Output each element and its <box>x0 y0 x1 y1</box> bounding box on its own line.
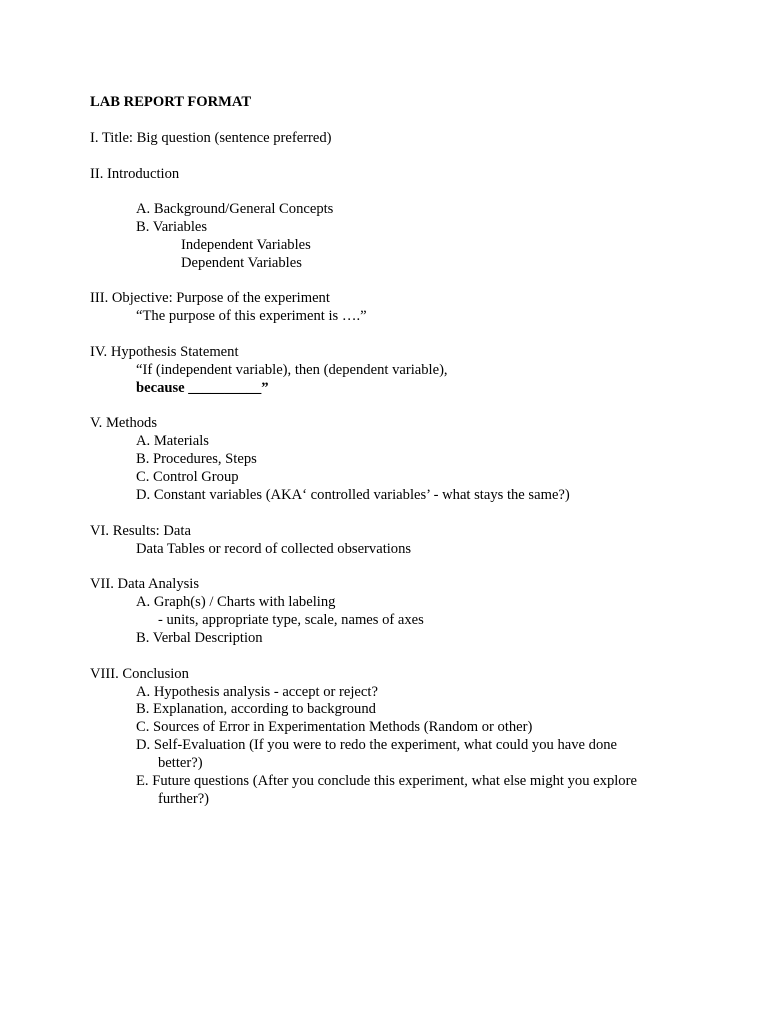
methods-item-constant-variables: D. Constant variables (AKA‘ controlled variables’ - what stays the same?) <box>136 487 570 503</box>
conclusion-item-hypothesis: A. Hypothesis analysis - accept or reject? <box>136 684 378 700</box>
conclusion-item-self-evaluation: D. Self-Evaluation (If you were to redo the experiment, what could you have done <box>136 737 618 753</box>
conclusion-item-self-evaluation-cont: better?) <box>158 755 203 771</box>
analysis-item-graphs-sub: - units, appropriate type, scale, names of axes <box>158 612 424 628</box>
section-objective-heading: III. Objective: Purpose of the experiment <box>90 290 330 306</box>
variables-dependent: Dependent Variables <box>181 255 302 271</box>
methods-item-control-group: C. Control Group <box>136 469 239 485</box>
introduction-item-background: A. Background/General Concepts <box>136 201 334 217</box>
analysis-item-graphs: A. Graph(s) / Charts with labeling <box>136 594 336 610</box>
hypothesis-text: “If (independent variable), then (dependent variable), <box>136 362 448 378</box>
section-hypothesis-heading: IV. Hypothesis Statement <box>90 344 239 360</box>
methods-item-materials: A. Materials <box>136 433 209 449</box>
hypothesis-because: because __________” <box>136 380 269 396</box>
section-conclusion-heading: VIII. Conclusion <box>90 666 189 682</box>
section-title: I. Title: Big question (sentence preferred) <box>90 130 332 146</box>
variables-independent: Independent Variables <box>181 237 311 253</box>
results-text: Data Tables or record of collected observations <box>136 541 412 557</box>
analysis-item-verbal: B. Verbal Description <box>136 630 263 646</box>
section-methods-heading: V. Methods <box>90 415 158 431</box>
document-title: LAB REPORT FORMAT <box>90 94 252 110</box>
conclusion-item-sources-error: C. Sources of Error in Experimentation Methods (Random or other) <box>136 719 533 735</box>
objective-text: “The purpose of this experiment is ….” <box>136 308 367 324</box>
conclusion-item-future-questions-cont: further?) <box>158 791 210 807</box>
methods-item-procedures: B. Procedures, Steps <box>136 451 257 467</box>
conclusion-item-future-questions: E. Future questions (After you conclude this experiment, what else might you explore <box>136 773 637 789</box>
introduction-item-variables: B. Variables <box>136 219 208 235</box>
section-results-heading: VI. Results: Data <box>90 523 191 539</box>
conclusion-item-explanation: B. Explanation, according to background <box>136 701 376 717</box>
section-introduction-heading: II. Introduction <box>90 166 180 182</box>
section-data-analysis-heading: VII. Data Analysis <box>90 576 200 592</box>
